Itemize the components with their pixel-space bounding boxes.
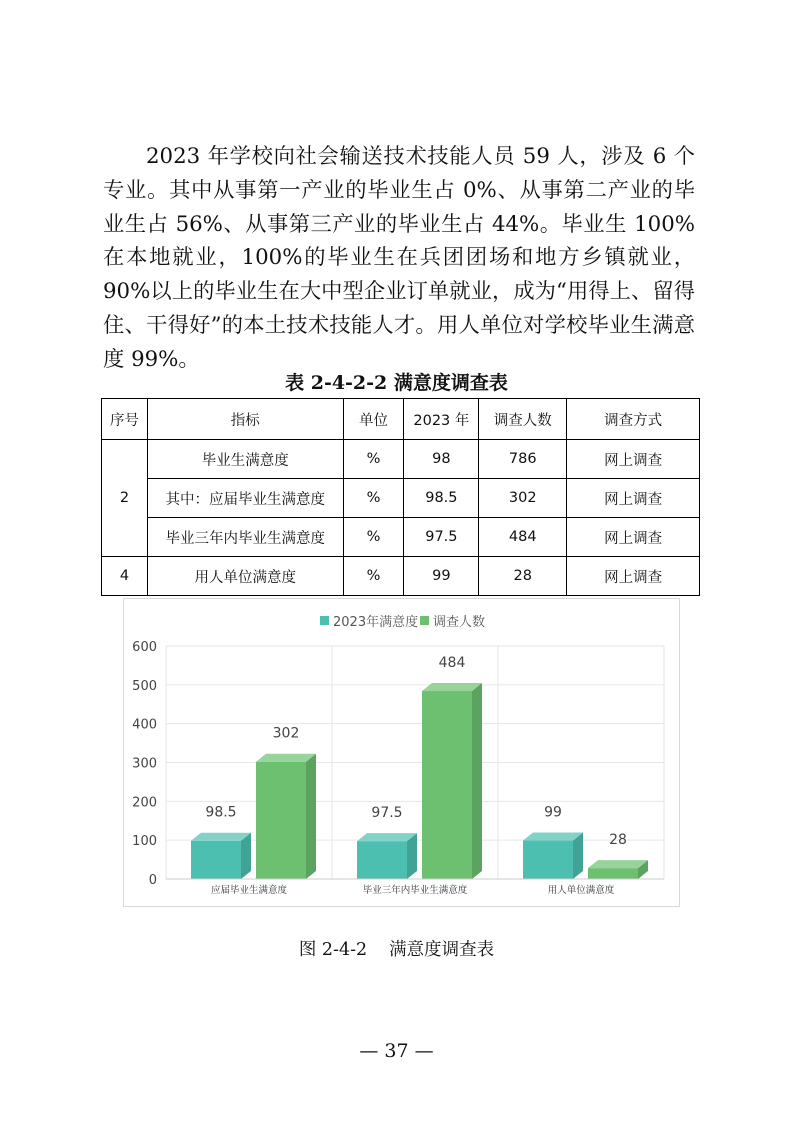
bar	[191, 841, 241, 879]
indicator-cell: 用人单位满意度	[147, 557, 343, 596]
table-row	[102, 479, 700, 518]
bar-side	[241, 833, 251, 879]
bar	[588, 868, 638, 879]
y-tick-label: 0	[148, 873, 157, 888]
data-label: 98.5	[205, 804, 237, 821]
figure-number: 图 2-4-2	[298, 940, 368, 960]
legend-label: 2023年满意度	[333, 615, 419, 630]
value-cell: 99	[404, 557, 479, 596]
bar-top	[422, 683, 482, 691]
value-cell: 97.5	[404, 518, 479, 557]
table-row	[102, 440, 700, 479]
bar	[422, 691, 472, 879]
header-cell: 单位	[343, 399, 404, 440]
method-cell: 网上调查	[567, 557, 700, 596]
y-tick-label: 400	[132, 717, 157, 733]
y-tick-label: 100	[132, 834, 157, 850]
y-tick-label: 500	[132, 678, 157, 694]
header-cell: 指标	[147, 399, 343, 440]
data-label: 97.5	[371, 805, 403, 822]
y-tick-label: 200	[132, 795, 157, 811]
bar-side	[306, 754, 316, 879]
header-cell: 调查人数	[479, 399, 567, 440]
bar-top	[256, 754, 316, 762]
data-label: 99	[544, 804, 562, 821]
bar-side	[573, 833, 583, 879]
indicator-cell: 毕业三年内毕业生满意度	[147, 518, 343, 557]
count-cell: 786	[479, 440, 567, 479]
unit-cell: %	[343, 557, 404, 596]
bar	[256, 762, 306, 879]
chart-plot	[124, 599, 679, 906]
method-cell: 网上调查	[567, 479, 700, 518]
y-tick-label: 300	[132, 756, 157, 772]
bar-top	[588, 860, 648, 868]
count-cell: 28	[479, 557, 567, 596]
value-cell: 98.5	[404, 479, 479, 518]
bar	[357, 841, 407, 879]
count-cell: 484	[479, 518, 567, 557]
bar-top	[191, 833, 251, 841]
bar	[523, 841, 573, 879]
legend-label: 调查人数	[433, 615, 486, 630]
method-cell: 网上调查	[567, 518, 700, 557]
page-number: — 37 —	[359, 1040, 434, 1062]
index-cell: 4	[102, 557, 148, 596]
bar-side	[472, 683, 482, 879]
figure-caption	[0, 936, 793, 961]
value-cell: 98	[404, 440, 479, 479]
unit-cell: %	[343, 479, 404, 518]
table-caption: 表 2-4-2-2 满意度调查表	[285, 372, 508, 394]
bar-chart	[123, 598, 680, 907]
data-label: 28	[609, 832, 627, 849]
x-category-label: 用人单位满意度	[547, 885, 615, 896]
y-tick-label: 600	[132, 640, 157, 655]
x-category-label: 应届毕业生满意度	[210, 885, 288, 896]
figure-title: 满意度调查表	[389, 940, 495, 960]
data-label: 302	[272, 725, 300, 742]
count-cell: 302	[479, 479, 567, 518]
unit-cell: %	[343, 518, 404, 557]
body-paragraph: 2023 年学校向社会输送技术技能人员 59 人，涉及 6 个专业。其中从事第一产业的毕业生占 0%、从事第二产业的毕业生占 56%、从事第三产业的毕业生占 44%。毕业生 100%在本地就业，100%的毕业生在兵团团场和地方乡镇就业，90%以上的毕业生在大中型企业订单就业，成为“用得上、留得住、干得好”的本土技术技能人才。用人单位对学校毕业生满意度 99%。	[103, 144, 695, 372]
header-cell: 2023 年	[404, 399, 479, 440]
header-cell: 调查方式	[567, 399, 700, 440]
indicator-cell: 毕业生满意度	[147, 440, 343, 479]
table-row	[102, 557, 700, 596]
bar-top	[523, 833, 583, 841]
table-header-row	[102, 399, 700, 440]
unit-cell: %	[343, 440, 404, 479]
indicator-cell: 其中：应届毕业生满意度	[147, 479, 343, 518]
header-cell: 序号	[102, 399, 148, 440]
x-category-label: 毕业三年内毕业生满意度	[362, 885, 468, 896]
bar-top	[357, 833, 417, 841]
table-row	[102, 518, 700, 557]
data-label: 484	[438, 655, 466, 672]
bar-side	[407, 833, 417, 879]
method-cell: 网上调查	[567, 440, 700, 479]
index-cell: 2	[102, 440, 148, 557]
satisfaction-table	[101, 398, 700, 596]
